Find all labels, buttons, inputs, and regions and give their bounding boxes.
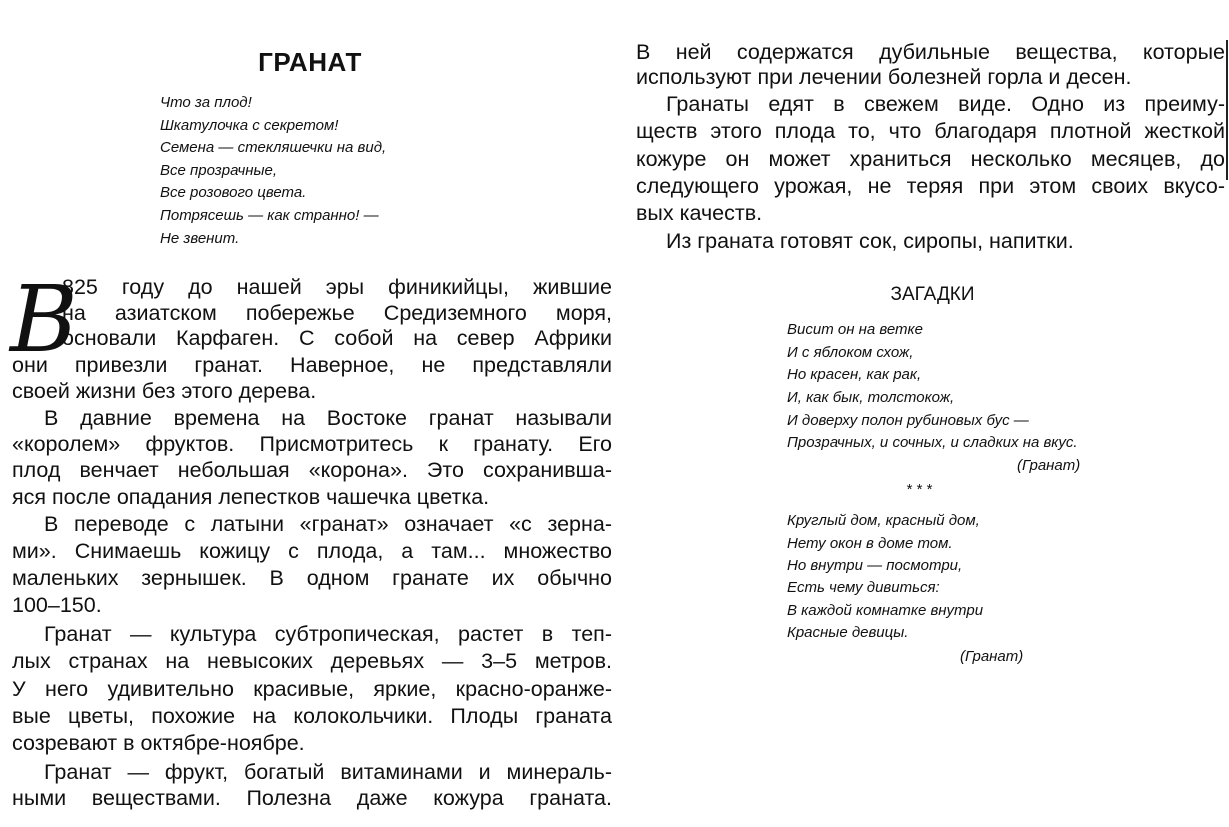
paragraph-line: Гранат — фрукт, богатый витаминами и минераль-	[44, 760, 612, 784]
riddle-line: Круглый дом, красный дом,	[787, 512, 980, 529]
poem-line: Что за плод!	[160, 94, 252, 111]
riddle-line: И с яблоком схож,	[787, 344, 914, 361]
paragraph-line: плод венчает небольшая «корона». Это сохранивша-	[12, 458, 612, 482]
column-edge-line	[1226, 40, 1228, 180]
paragraph-line: своей жизни без этого дерева.	[12, 379, 317, 403]
paragraph-line: Гранаты едят в свежем виде. Одно из преиму-	[666, 92, 1225, 116]
paragraph-line: В ней содержатся дубильные вещества, которые	[636, 40, 1225, 64]
article-title: ГРАНАТ	[258, 47, 362, 77]
paragraph-line: используют при лечении болезней горла и десен.	[636, 65, 1132, 89]
riddle-line: И доверху полон рубиновых бус —	[787, 412, 1029, 429]
paragraph-line: ными веществами. Полезна даже кожура граната.	[12, 786, 612, 810]
paragraph-line: маленьких зернышек. В одном гранате их обычно	[12, 566, 612, 590]
paragraph-line: вые цветы, похожие на колокольчики. Плоды граната	[12, 704, 612, 728]
riddles-heading: ЗАГАДКИ	[890, 284, 975, 305]
paragraph-line: вых качеств.	[636, 201, 763, 225]
riddle-line: Красные девицы.	[787, 624, 909, 641]
poem-line: Семена — стекляшечки на вид,	[160, 139, 387, 156]
poem-line: Шкатулочка с секретом!	[160, 117, 339, 134]
paragraph-line: яся после опадания лепестков чашечка цветка.	[12, 485, 490, 509]
paragraph-line: 100–150.	[12, 593, 102, 617]
paragraph-line: ществ этого плода то, что благодаря плотной жесткой	[636, 119, 1225, 143]
riddle-answer: (Гранат)	[960, 648, 1024, 665]
riddle-line: Прозрачных, и сочных, и сладких на вкус.	[787, 434, 1078, 451]
poem-line: Все розового цвета.	[160, 184, 307, 201]
riddle-line: Но внутри — посмотри,	[787, 557, 963, 574]
paragraph-line: Из граната готовят сок, сиропы, напитки.	[666, 229, 1074, 253]
riddle-line: Висит он на ветке	[787, 321, 923, 338]
paragraph-line: они привезли гранат. Наверное, не представляли	[12, 353, 612, 377]
riddle-line: Нету окон в доме том.	[787, 535, 953, 552]
paragraph-line: лых странах на невысоких деревьях — 3–5 метров.	[12, 649, 612, 673]
paragraph-line: «королем» фруктов. Присмотритесь к гранату. Его	[12, 432, 612, 456]
paragraph-line: У него удивительно красивые, яркие, красно-оранже-	[12, 677, 612, 701]
paragraph-line: 825 году до нашей эры финикийцы, жившие	[62, 275, 612, 299]
paragraph-line: следующего урожая, не теряя при этом своих вкусо-	[636, 174, 1225, 198]
paragraph-line: ми». Снимаешь кожицу с плода, а там... множество	[12, 539, 612, 563]
paragraph-line: кожуре он может храниться несколько месяцев, до	[636, 147, 1225, 171]
separator: * * *	[906, 481, 932, 498]
paragraph-line: созревают в октябре-ноябре.	[12, 731, 305, 755]
paragraph-line: В переводе с латыни «гранат» означает «с зерна-	[44, 512, 612, 536]
riddle-line: В каждой комнатке внутри	[787, 602, 984, 619]
riddle-answer: (Гранат)	[1017, 457, 1081, 474]
poem-line: Потрясешь — как странно! —	[160, 207, 379, 224]
riddle-line: И, как бык, толстокож,	[787, 389, 955, 406]
drop-cap: В	[10, 266, 78, 373]
poem-line: Не звенит.	[160, 230, 240, 247]
paragraph-line: на азиатском побережье Средиземного моря,	[62, 301, 612, 325]
riddle-line: Но красен, как рак,	[787, 366, 922, 383]
paragraph-line: основали Карфаген. С собой на север Африки	[62, 326, 612, 350]
poem-line: Все прозрачные,	[160, 162, 278, 179]
paragraph-line: Гранат — культура субтропическая, растет в теп-	[44, 622, 612, 646]
riddle-line: Есть чему дивиться:	[787, 579, 940, 596]
paragraph-line: В давние времена на Востоке гранат называли	[44, 406, 612, 430]
